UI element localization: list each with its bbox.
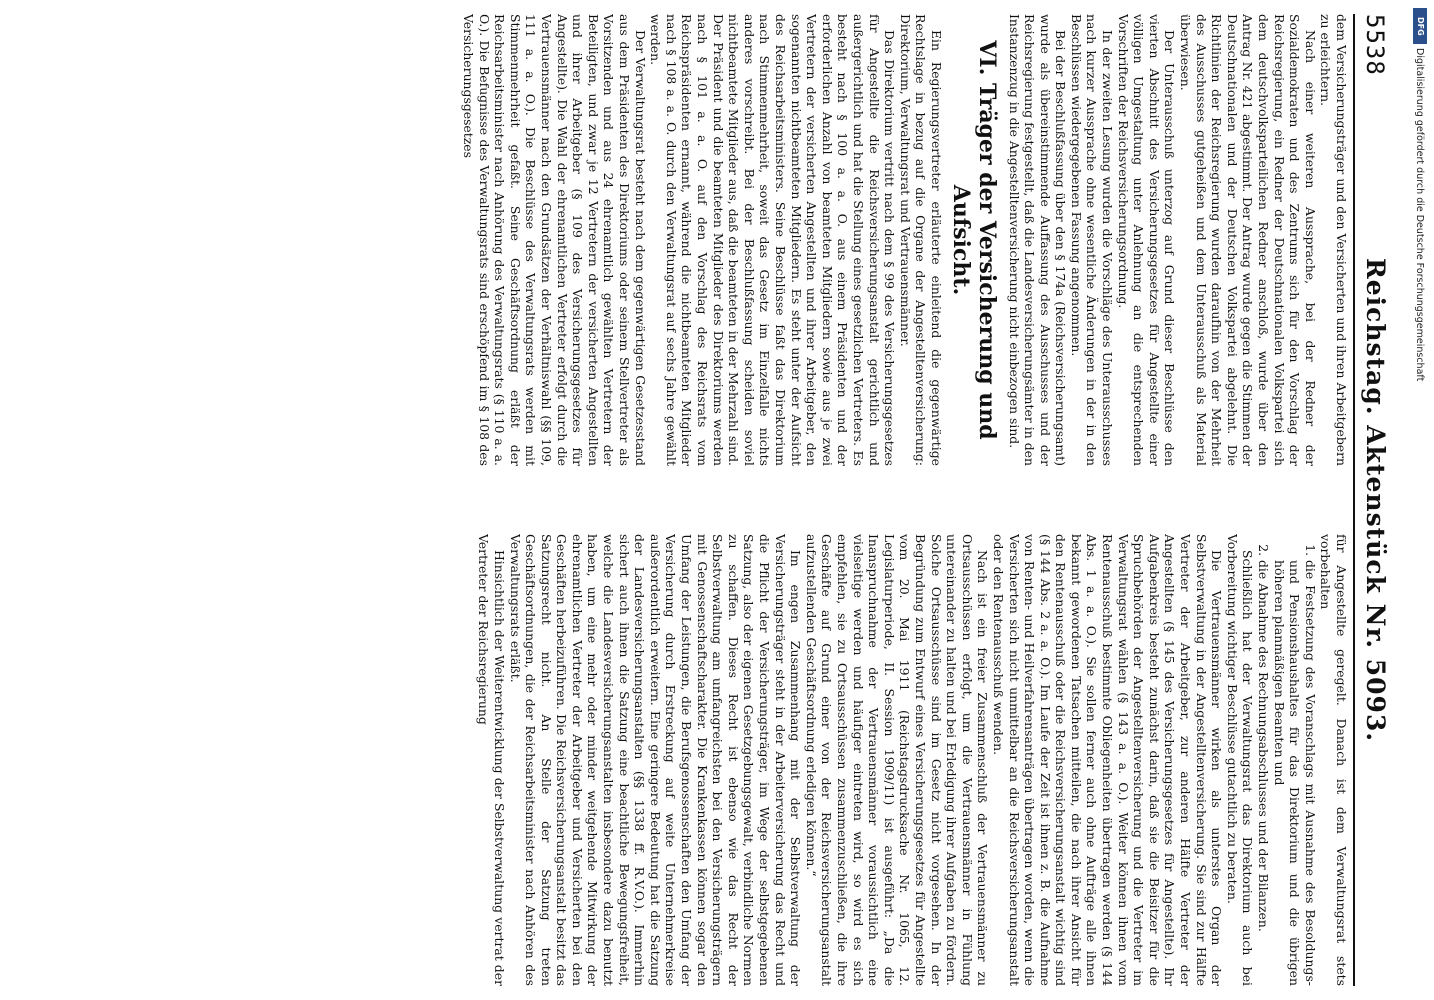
numbered-list (1255, 534, 1317, 986)
left-column (6, 14, 1349, 466)
paragraph: Im engen Zusammenhang mit der Selbstverwaltung der Versicherungsträger steht in der Arbeiterversicherung das Recht und die Pflicht der Versicherungsträger, im Wege der selbstgegebenen Satzung, also der eigenen Gesetzgebungsgewalt, verbindliche Normen zu schaffen. Dieses Recht ist ebenso wie das Recht der Selbstverwaltung am umfangreichsten bei den Versicherungsträgern mit Genossenschaftscharakter. Die Krankenkassen können sogar den Umfang der Leistungen, die Berufsgenossenschaften den Umfang der Versicherung durch Erstreckung auf weite Unternehmerkreise außerordentlich erweitern. Eine geringere Bedeutung hat die Satzung der Landesversicherungsanstalten (§§ 1338 ff. R.V.O.). Immerhin sichert auch ihnen die Satzung eine beachtliche Bewegungsfreiheit, welche die Landesversicherungsanstalten insbesondere dazu benutzt haben, um eine mehr oder minder weitgehende Mitwirkung der ehrenamtlichen Vertreter der Arbeitgeber und Versicherten bei den Geschäften herbeizuführen. Die Reichsversicherungsanstalt besitzt das Satzungsrecht nicht. An Stelle der Satzung treten Geschäftsordnungen, die der Reichsarbeitsminister nach Anhören des Verwaltungsrats erläßt. (507, 534, 804, 986)
paragraph: Die Vertrauensmänner wirken als unterstes Organ der Selbstverwaltung in der Angestelltenversicherung. Sie sind zur Hälfte Vertreter der Arbeitgeber, zur anderen Hälfte Vertreter der Angestellten (§ 145 des Versicherungsgesetzes für Angestellte). Ihr Aufgabenkreis besteht zunächst darin, daß sie die Beisitzer für die Spruchbehörden der Angestelltenversicherung und die Vertreter im Verwaltungsrat wählen (§ 143 a. a. O.). Weiter können ihnen vom Rentenausschuß bestimmte Obliegenheiten übertragen werden (§ 144 Abs. 1 a. a. O.). Sie sollen ferner auch ohne Aufträge alle ihnen bekannt gewordenen Tatsachen mitteilen, die nach ihrer Ansicht für den Rentenausschuß oder die Reichsversicherungsanstalt wichtig sind (§ 144 Abs. 2 a. a. O.). Im Laufe der Zeit ist ihnen z. B. die Aufnahme von Renten- und Heilverfahrensanträgen übertragen worden, wenn die Versicherten sich nicht unmittelbar an die Reichsversicherungsanstalt oder den Rentenausschuß wenden. (990, 534, 1225, 986)
digitization-credit-text: Digitalisierung gefördert durch die Deutsche Forschungsgemeinschaft (1414, 48, 1425, 382)
section-heading: VI. Träger der Versicherung und Aufsicht. (947, 40, 1000, 440)
paragraph: Hinsichtlich der Weiterentwicklung der Selbstverwaltung vertrat der Vertreter der Reichsregierung (476, 534, 507, 986)
page-title: Reichstag. Aktenstück Nr. 5093. (1361, 257, 1390, 743)
list-item: 2. die Abnahme des Rechnungsabschlusses und der Bilanzen. (1255, 560, 1271, 986)
digitization-credit (1412, 8, 1430, 992)
paragraph: für Angestellte geregelt. Danach ist dem Verwaltungsrat stets vorbehalten (1318, 534, 1349, 986)
paragraph: Nach einer weiteren Aussprache, bei der Redner der Sozialdemokraten und des Zentrums sich für den Vorschlag der Reichsregierung, ein Redner der Deutschnationalen Volkspartei sich dem deutschvolksparteilichen Redner anschloß, wurde über den Antrag Nr. 421 abgestimmt. Der Antrag wurde gegen die Stimmen der Deutschnationalen und der Deutschen Volkspartei abgelehnt. Die Richtlinien der Reichsregierung wurden daraufhin von der Mehrheit des Ausschusses gutgeheißen und dem Unterausschuß als Material überwiesen. (1178, 14, 1318, 466)
paragraph: dem Versicherungsträger und den Versicherten und ihren Arbeitgebern zu erleichtern. (1318, 14, 1349, 466)
text-columns (6, 14, 1349, 986)
paragraph: Nach ist ein freier Zusammenschluß der Vertrauensmänner zu Ortsausschüssen erfolgt, um die Vertrauensmänner in Fühlung untereinander zu halten und bei Erledigung ihrer Aufgaben zu fördern. Solche Ortsausschüsse sind im Gesetz nicht vorgesehen. In der Begründung zum Entwurf eines Versicherungsgesetzes für Angestellte vom 20. Mai 1911 (Reichstagsdrucksache Nr. 1065, 12. Legislaturperiode, II. Session 1909/11) ist ausgeführt: „Da die Inanspruchnahme der Vertrauensmänner voraussichtlich eine vielseitige werden und häufiger eintreten wird, so wird es sich empfehlen, sie zu Ortsausschüssen zusammenzuschließen, die ihre Geschäfte auf Grund einer von der Reichsversicherungsanstalt aufzustellenden Geschäftsordnung erledigen können.“ (803, 534, 991, 986)
page-header (1353, 14, 1399, 986)
dfg-logo: DFG (1413, 8, 1427, 44)
paragraph: Ein Regierungsvertreter erläuterte einleitend die gegenwärtige Rechtslage in bezug auf die Organe der Angestelltenversicherung: Direktorium, Verwaltungsrat und Vertrauensmänner. (897, 14, 944, 466)
paragraph: Der Unterausschuß unterzog auf Grund dieser Beschlüsse den vierten Abschnitt des Versicherungsgesetzes für Angestellte einer völligen Umgestaltung unter Anlehnung an die entsprechenden Vorschriften der Reichsversicherungsordnung. (1115, 14, 1178, 466)
paragraph: In der zweiten Lesung wurden die Vorschläge des Unterausschusses nach kurzer Aussprache ohne wesentliche Änderungen in der in den Beschlüssen wiedergegebenen Fassung angenommen. (1068, 14, 1116, 466)
paragraph: Bei der Beschlußfassung über den § 174a (Reichsversicherungsamt) wurde als übereinstimmende Auffassung des Ausschusses und der Reichsregierung festgestellt, daß die Landesversicherungsämter in den Instanzenzug in die Angestelltenversicherung nicht einbezogen sind. (1006, 14, 1069, 466)
right-column (6, 534, 1349, 986)
paragraph: Schließlich hat der Verwaltungsrat das Direktorium auch bei Vorbereitung wichtiger Beschlüsse gutachtlich zu beraten. (1224, 534, 1256, 986)
page-number: 5538 (1361, 14, 1389, 76)
paragraph: Das Direktorium vertritt nach dem § 99 des Versicherungsgesetzes für Angestellte die Reichsversicherungsanstalt gerichtlich und außergerichtlich und hat die Stellung eines gesetzlichen Vertreters. Es besteht nach § 100 a. a. O. aus einem Präsidenten und der erforderlichen Anzahl von beamteten Mitgliedern sowie aus je zwei Vertretern der versicherten Angestellten und ihrer Arbeitgeber, den sogenannten nichtbeamteten Mitgliedern. Es steht unter der Aufsicht des Reichsarbeitsministers. Seine Beschlüsse faßt das Direktorium nach Stimmenmehrheit, soweit das Gesetz im Einzelfalle nichts anderes vorschreibt. Bei der Beschlußfassung scheiden soviel nichtbeamtete Mitglieder aus, daß die beamteten in der Mehrzahl sind. Der Präsident und die beamteten Mitglieder des Direktoriums werden nach § 101 a. a. O. auf den Vorschlag des Reichsrats vom Reichspräsidenten ernannt, während die nichtbeamteten Mitglieder nach § 108 a. a. O. durch den Verwaltungsrat auf sechs Jahre gewählt werden. (648, 14, 898, 466)
paragraph: Der Verwaltungsrat besteht nach dem gegenwärtigen Gesetzesstand aus dem Präsidenten des Direktoriums oder seinem Stellvertreter als Vorsitzenden und aus 24 ehrenamtlich gewählten Vertretern der Beteiligten, und zwar je 12 Vertretern der versicherten Angestellten und ihrer Arbeitgeber (§ 109 des Versicherungsgesetzes für Angestellte). Die Wahl der ehrenamtlichen Vertreter erfolgt durch die Vertrauensmänner nach den Grundsätzen der Verhältniswahl (§§ 109, 111 a. a. O.). Die Beschlüsse des Verwaltungsrats werden mit Stimmenmehrheit gefaßt. Seine Geschäftsordnung erläßt der Reichsarbeitsminister nach Anhörung des Verwaltungsrats (§ 110 a. a. O.). Die Befugnisse des Verwaltungsrats sind erschöpfend im § 108 des Versicherungsgesetzes (461, 14, 648, 466)
list-item: 1. die Festsetzung des Voranschlags mit Ausnahme des Besoldungs- und Pensionshaushaltes für das Direktorium und die übrigen höheren planmäßigen Beamten und (1271, 560, 1318, 986)
